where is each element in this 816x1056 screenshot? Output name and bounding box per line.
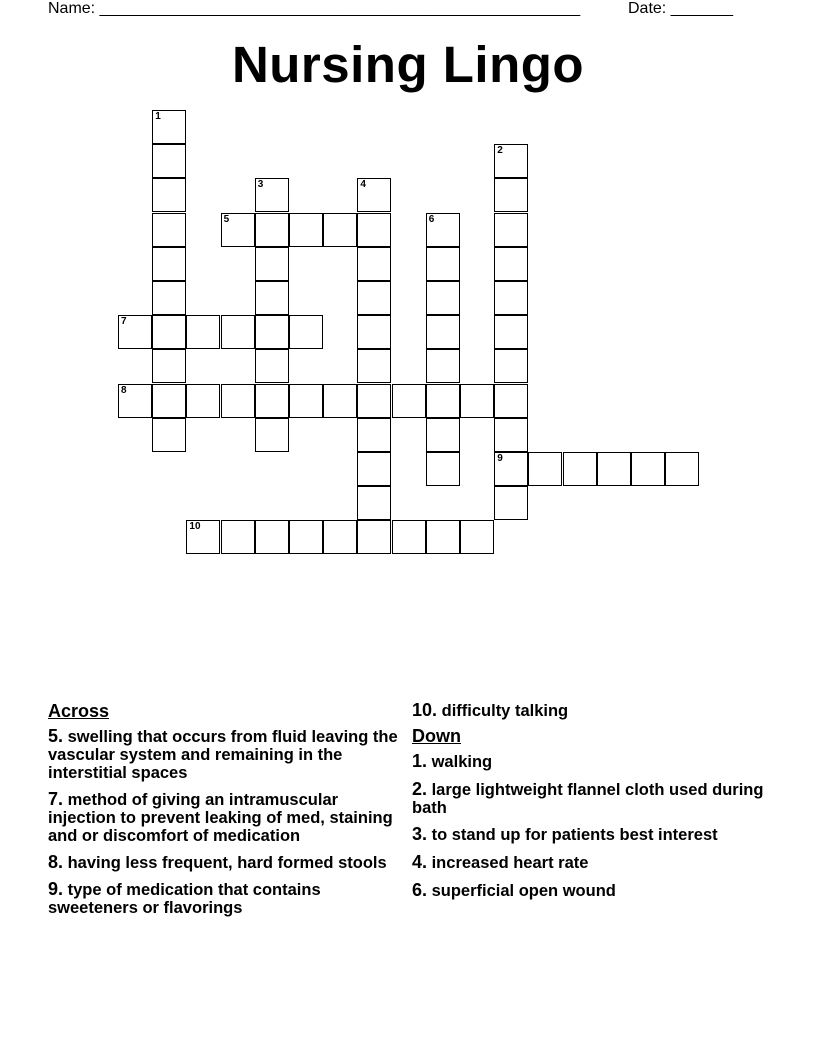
- clue-text: type of medication that contains sweeteners or flavorings: [48, 881, 321, 917]
- page-title: Nursing Lingo: [231, 36, 585, 93]
- clue-text: method of giving an intramuscular injection to prevent leaking of med, staining and or discomfort of medication: [48, 791, 393, 845]
- clue-text: to stand up for patients best interest: [427, 826, 718, 844]
- clue-text: superficial open wound: [427, 882, 616, 900]
- grid-cell[interactable]: [289, 520, 323, 554]
- grid-cell[interactable]: [494, 247, 528, 281]
- clue-number-label: 2: [497, 145, 503, 157]
- grid-cell[interactable]: [426, 384, 460, 418]
- clue-number-label: 4: [360, 179, 366, 191]
- grid-cell[interactable]: [152, 281, 186, 315]
- grid-cell[interactable]: [357, 452, 391, 486]
- grid-cell[interactable]: [426, 418, 460, 452]
- date-field-label: Date: _______: [628, 0, 733, 17]
- grid-cell[interactable]: [255, 247, 289, 281]
- clue-number-label: 8: [121, 384, 127, 396]
- clue-number-label: 7: [121, 316, 127, 328]
- clue-number: 9.: [48, 879, 64, 899]
- grid-cell[interactable]: [255, 281, 289, 315]
- grid-cell[interactable]: [152, 144, 186, 178]
- clue-down-6: [412, 881, 782, 900]
- grid-cell[interactable]: [357, 315, 391, 349]
- grid-cell[interactable]: [357, 178, 391, 212]
- clue-down-3: [412, 825, 782, 844]
- down-heading: Down: [412, 726, 461, 746]
- clue-down-1: [412, 752, 782, 771]
- clue-across-5: [48, 727, 408, 782]
- grid-cell[interactable]: [597, 452, 631, 486]
- grid-cell[interactable]: [221, 520, 255, 554]
- grid-cell[interactable]: [152, 247, 186, 281]
- clue-number-label: 5: [223, 213, 230, 225]
- grid-cell[interactable]: [255, 315, 289, 349]
- grid-cell[interactable]: [323, 520, 357, 554]
- grid-cell[interactable]: [289, 384, 323, 418]
- grid-cell[interactable]: [186, 520, 220, 554]
- clue-number: 6.: [412, 880, 428, 900]
- grid-cell[interactable]: [426, 281, 460, 315]
- grid-cell[interactable]: [426, 520, 460, 554]
- grid-cell[interactable]: [392, 384, 426, 418]
- grid-cell[interactable]: [426, 349, 460, 383]
- grid-cell[interactable]: [152, 178, 186, 212]
- grid-cell[interactable]: [426, 213, 460, 247]
- grid-cell[interactable]: [221, 315, 255, 349]
- grid-cell[interactable]: [255, 384, 289, 418]
- grid-cell[interactable]: [152, 349, 186, 383]
- clue-across-8: [48, 853, 408, 872]
- clue-across-7: [48, 790, 408, 845]
- clue-number-label: 10: [189, 521, 201, 533]
- clue-text: having less frequent, hard formed stools: [63, 854, 387, 872]
- clue-number-label: 9: [497, 453, 503, 464]
- grid-cell[interactable]: [357, 418, 391, 452]
- clue-number: 4.: [412, 852, 428, 872]
- clue-number: 10.: [412, 700, 438, 720]
- grid-cell[interactable]: [494, 178, 528, 212]
- grid-cell[interactable]: [494, 281, 528, 315]
- grid-cell[interactable]: [357, 213, 391, 247]
- grid-cell[interactable]: [357, 384, 391, 418]
- clue-number: 7.: [48, 789, 64, 809]
- grid-cell[interactable]: [323, 384, 357, 418]
- grid-cell[interactable]: [357, 520, 391, 554]
- clues-right-column: [412, 701, 782, 900]
- grid-cell[interactable]: [186, 315, 220, 349]
- clue-text: difficulty talking: [437, 702, 569, 720]
- clue-text: large lightweight flannel cloth used during bath: [412, 781, 764, 817]
- clue-text: swelling that occurs from fluid leaving the vascular system and remaining in the interstitial spaces: [48, 728, 398, 782]
- grid-cell[interactable]: [426, 452, 460, 486]
- clue-number: 1.: [412, 751, 428, 771]
- grid-cell[interactable]: [255, 418, 289, 452]
- clue-across-9: [48, 880, 408, 917]
- grid-cell[interactable]: [357, 349, 391, 383]
- grid-cell[interactable]: [152, 384, 186, 418]
- grid-cell[interactable]: [494, 384, 528, 418]
- grid-cell[interactable]: [118, 384, 152, 418]
- grid-cell[interactable]: [118, 315, 152, 349]
- clue-number-label: 1: [155, 111, 161, 122]
- grid-cell[interactable]: [494, 452, 528, 486]
- clue-number: 2.: [412, 779, 428, 799]
- grid-cell[interactable]: [357, 281, 391, 315]
- grid-cell[interactable]: [152, 110, 186, 144]
- grid-cell[interactable]: [357, 486, 391, 520]
- grid-cell[interactable]: [494, 144, 528, 178]
- grid-cell[interactable]: [665, 452, 699, 486]
- clue-number-label: 6: [428, 213, 435, 225]
- clue-across-10: [412, 701, 782, 720]
- clue-down-2: [412, 780, 782, 817]
- clues-left-column: [48, 701, 408, 917]
- grid-cell[interactable]: [426, 315, 460, 349]
- grid-cell[interactable]: [528, 452, 562, 486]
- clue-text: increased heart rate: [427, 854, 589, 872]
- grid-cell[interactable]: [221, 213, 255, 247]
- grid-cell[interactable]: [221, 384, 255, 418]
- clue-text: walking: [427, 753, 493, 771]
- grid-cell[interactable]: [460, 520, 494, 554]
- grid-cell[interactable]: [460, 384, 494, 418]
- grid-cell[interactable]: [494, 349, 528, 383]
- grid-cell[interactable]: [186, 384, 220, 418]
- grid-cell[interactable]: [357, 247, 391, 281]
- grid-cell[interactable]: [494, 486, 528, 520]
- grid-cell[interactable]: [289, 315, 323, 349]
- clue-number: 5.: [48, 726, 64, 746]
- clue-number: 3.: [412, 824, 428, 844]
- grid-cell[interactable]: [152, 315, 186, 349]
- grid-cell[interactable]: [255, 178, 289, 212]
- grid-cell[interactable]: [392, 520, 426, 554]
- grid-cell[interactable]: [255, 349, 289, 383]
- grid-cell[interactable]: [494, 315, 528, 349]
- name-field-label: Name: ______________________________________________________: [48, 0, 581, 17]
- grid-cell[interactable]: [631, 452, 665, 486]
- across-heading: Across: [48, 701, 110, 721]
- clue-down-4: [412, 853, 782, 872]
- clue-number: 8.: [48, 852, 64, 872]
- grid-cell[interactable]: [494, 418, 528, 452]
- clue-number-label: 3: [257, 179, 264, 191]
- grid-cell[interactable]: [255, 213, 289, 247]
- grid-cell[interactable]: [152, 418, 186, 452]
- grid-cell[interactable]: [494, 213, 528, 247]
- grid-cell[interactable]: [255, 520, 289, 554]
- grid-cell[interactable]: [152, 213, 186, 247]
- grid-cell[interactable]: [323, 213, 357, 247]
- grid-cell[interactable]: [289, 213, 323, 247]
- grid-cell[interactable]: [426, 247, 460, 281]
- grid-cell[interactable]: [563, 452, 597, 486]
